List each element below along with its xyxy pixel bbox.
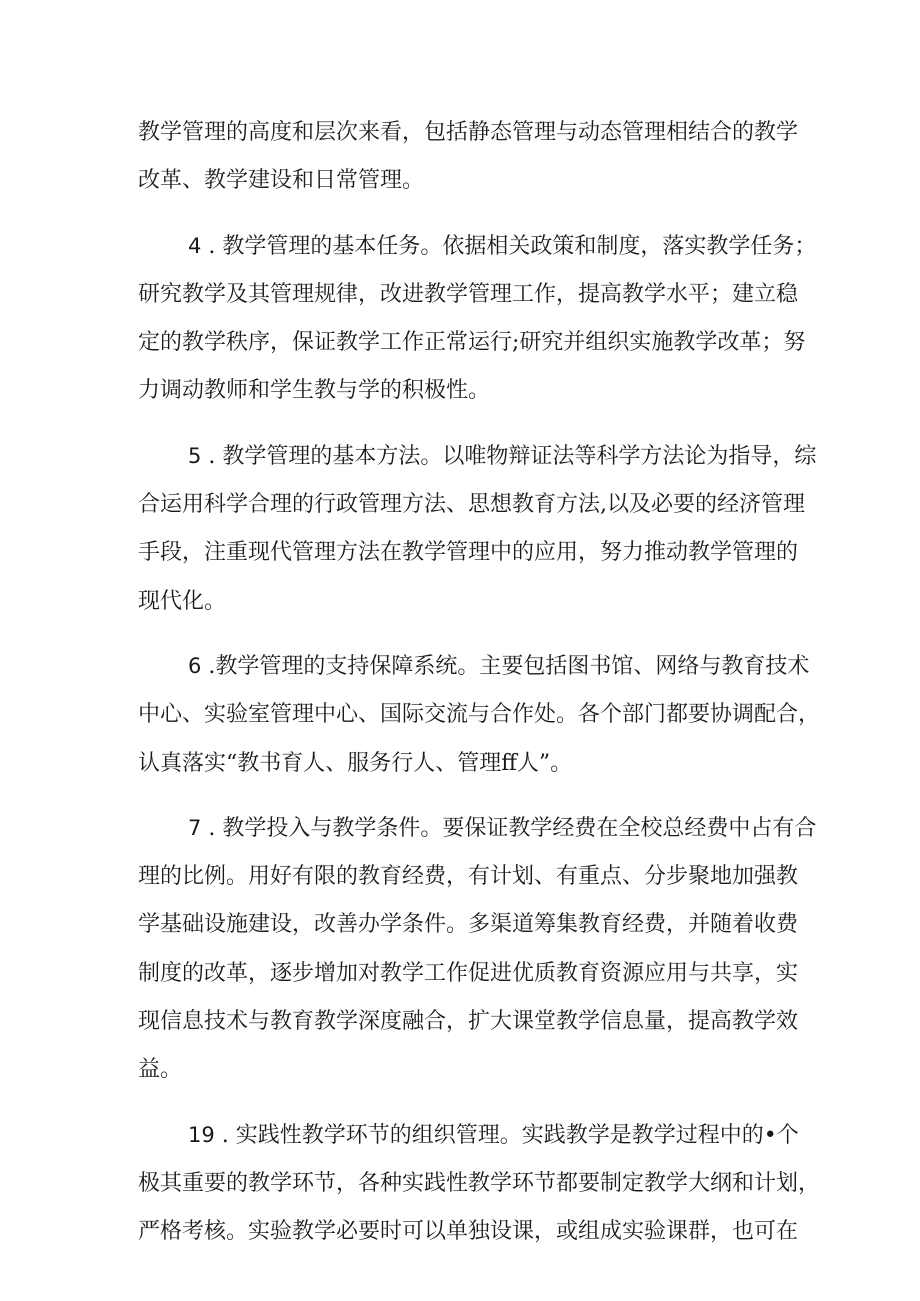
paragraph-line bbox=[138, 222, 817, 271]
paragraph-line bbox=[138, 804, 817, 853]
paragraph-line: 中心、实验室管理中心、国际交流与合作处。各个部门都要协调配合， bbox=[138, 702, 821, 728]
item-number: 4 bbox=[188, 233, 202, 258]
paragraph-text: . 实践性教学环节的组织管理。实践教学是教学过程中的•个 bbox=[214, 1122, 799, 1148]
paragraph-line: 改革、教学建设和日常管理。 bbox=[138, 168, 425, 194]
paragraph-line: 力调动教师和学生教与学的积极性。 bbox=[138, 378, 491, 404]
paragraph-item-7 bbox=[138, 804, 817, 1095]
item-number: 5 bbox=[188, 443, 202, 468]
paragraph-text: . 教学管理的基本任务。依据相关政策和制度，落实教学任务； bbox=[201, 233, 817, 259]
paragraph-line: 理的比例。用好有限的教育经费，有计划、有重点、分步聚地加强教 bbox=[138, 864, 799, 890]
paragraph-continuation bbox=[138, 109, 798, 206]
paragraph-line: 认真落实“教书育人、服务行人、管理ff人”。 bbox=[138, 750, 573, 776]
paragraph-line: 益。 bbox=[138, 1057, 183, 1083]
paragraph-line: 手段，注重现代管理方法在教学管理中的应用，努力推动教学管理的 bbox=[138, 540, 799, 566]
paragraph-line: 现信息技术与教育教学深度融合，扩大课堂教学信息量，提高教学效 bbox=[138, 1009, 799, 1035]
paragraph-item-19 bbox=[138, 1111, 821, 1257]
paragraph-text: . 教学管理的基本方法。以唯物辩证法等科学方法论为指导，综 bbox=[201, 443, 817, 469]
paragraph-line: 教学管理的高度和层次来看，包括静态管理与动态管理相结合的教学 bbox=[138, 120, 799, 145]
document-page bbox=[138, 109, 821, 1273]
paragraph-line: 合运用科学合理的行政管理方法、思想教育方法,以及必要的经济管理 bbox=[138, 492, 805, 518]
paragraph-line bbox=[138, 432, 817, 481]
item-number: 6 bbox=[188, 653, 202, 678]
paragraph-line: 现代化。 bbox=[138, 588, 227, 614]
paragraph-text: .教学管理的支持保障系统。主要包括图书馆、网络与教育技术 bbox=[201, 653, 810, 679]
paragraph-line bbox=[138, 1111, 798, 1160]
paragraph-text: . 教学投入与教学条件。要保证教学经费在全校总经费中占有合 bbox=[201, 815, 817, 841]
paragraph-line: 研究教学及其管理规律，改进教学管理工作，提高教学水平；建立稳 bbox=[138, 281, 799, 307]
paragraph-line: 极其重要的教学环节，各种实践性教学环节都要制定教学大纲和计划， bbox=[138, 1170, 821, 1196]
paragraph-item-5 bbox=[138, 432, 817, 626]
paragraph-line bbox=[138, 642, 810, 691]
item-number: 7 bbox=[188, 815, 202, 840]
paragraph-line: 制度的改革，逐步增加对教学工作促进优质教育资源应用与共享，实 bbox=[138, 960, 799, 986]
paragraph-line: 定的教学秩序，保证教学工作正常运行;研究并组织实施教学改革；努 bbox=[138, 330, 806, 356]
paragraph-line: 严格考核。实验教学必要时可以单独设课，或组成实验课群，也可在 bbox=[138, 1219, 799, 1245]
paragraph-item-4 bbox=[138, 222, 817, 416]
item-number: 19 bbox=[188, 1122, 215, 1147]
paragraph-line: 学基础设施建设，改善办学条件。多渠道筹集教育经费，并随着收费 bbox=[138, 912, 799, 938]
paragraph-item-6 bbox=[138, 642, 821, 788]
